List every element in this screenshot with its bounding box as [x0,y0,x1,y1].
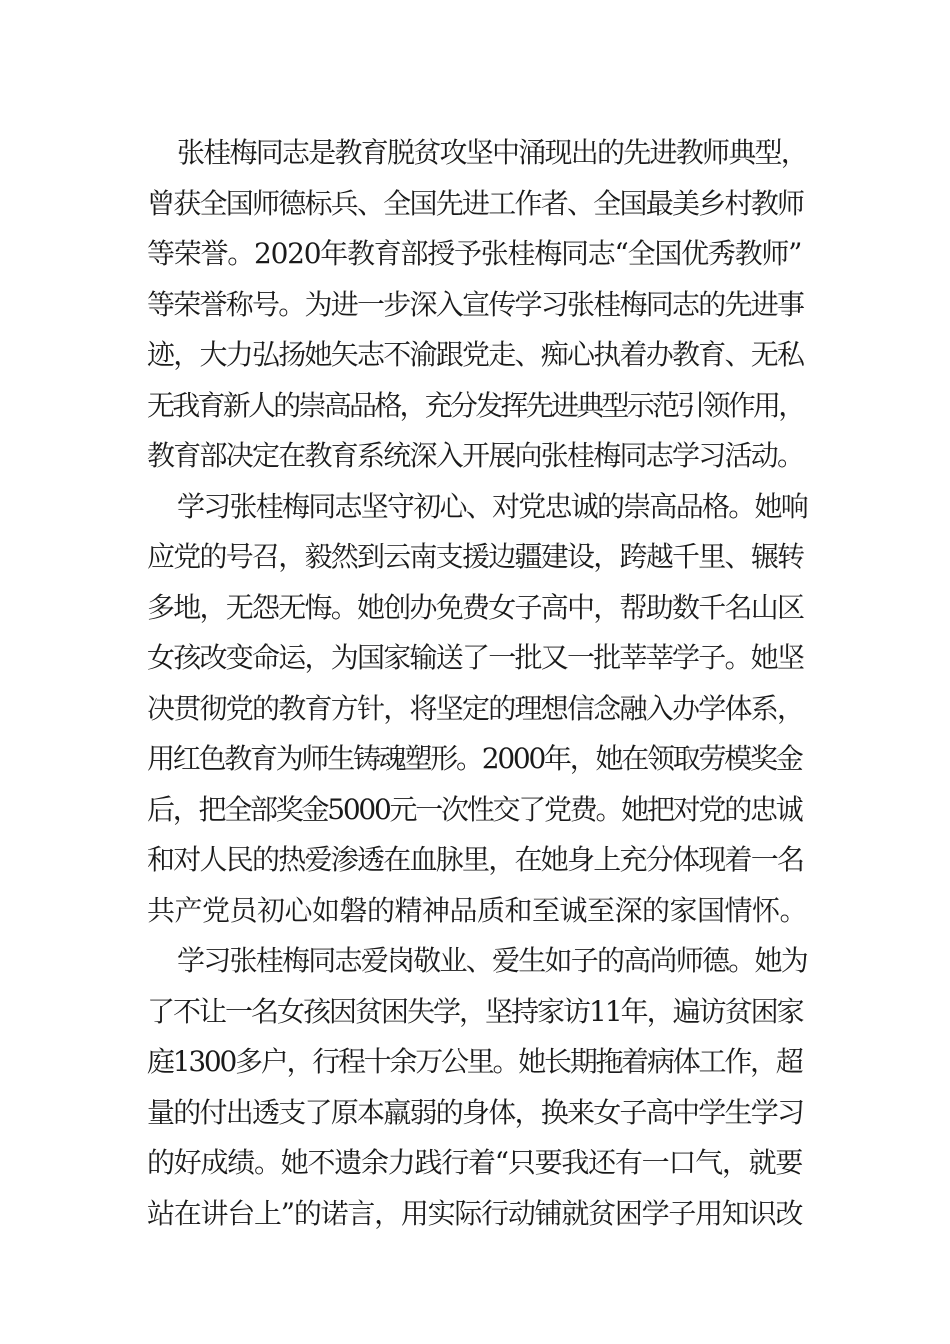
text-line: 决贯彻党的教育方针，将坚定的理想信念融入办学体系， [147,691,804,725]
text-line: 和对人民的热爱渗透在血脉里，在她身上充分体现着一名 [147,843,804,876]
text-line: 学习张桂梅同志爱岗敬业、爱生如子的高尚师德。她为 [177,944,808,977]
text-line: 应党的号召，毅然到云南支援边疆建设，跨越千里、辗转 [147,540,804,573]
text-line: 等荣誉称号。为进一步深入宣传学习张桂梅同志的先进事 [147,287,804,321]
text-line: 了不让一名女孩因贫困失学，坚持家访11年，遍访贫困家 [147,994,803,1028]
document-body [147,128,807,1239]
text-line: 无我育新人的崇高品格，充分发挥先进典型示范引领作用， [147,388,804,422]
text-line: 后，把全部奖金5000元一次性交了党费。她把对党的忠诚 [147,792,802,826]
text-line: 迹，大力弘扬她矢志不渝跟党走、痴心执着办教育、无私 [147,338,804,371]
text-line: 多地，无怨无悔。她创办免费女子高中，帮助数千名山区 [147,590,804,624]
text-line: 教育部决定在教育系统深入开展向张桂梅同志学习活动。 [147,439,804,472]
text-line: 女孩改变命运，为国家输送了一批又一批莘莘学子。她坚 [147,641,804,674]
text-line: 张桂梅同志是教育脱贫攻坚中涌现出的先进教师典型， [177,136,808,169]
text-line: 学习张桂梅同志坚守初心、对党忠诚的崇高品格。她响 [177,489,808,523]
text-line: 等荣誉。2020年教育部授予张桂梅同志“全国优秀教师” [147,237,802,270]
text-line: 量的付出透支了原本羸弱的身体，换来女子高中学生学习 [147,1095,804,1129]
text-line: 共产党员初心如磐的精神品质和至诚至深的家国情怀。 [147,893,808,927]
text-line: 站在讲台上”的诺言，用实际行动铺就贫困学子用知识改 [147,1196,803,1230]
text-line: 用红色教育为师生铸魂塑形。2000年，她在领取劳模奖金 [147,742,802,775]
text-line: 的好成绩。她不遗余力践行着“只要我还有一口气，就要 [147,1146,803,1179]
text-line: 庭1300多户，行程十余万公里。她长期拖着病体工作，超 [147,1045,802,1078]
text-line: 曾获全国师德标兵、全国先进工作者、全国最美乡村教师 [147,186,804,220]
